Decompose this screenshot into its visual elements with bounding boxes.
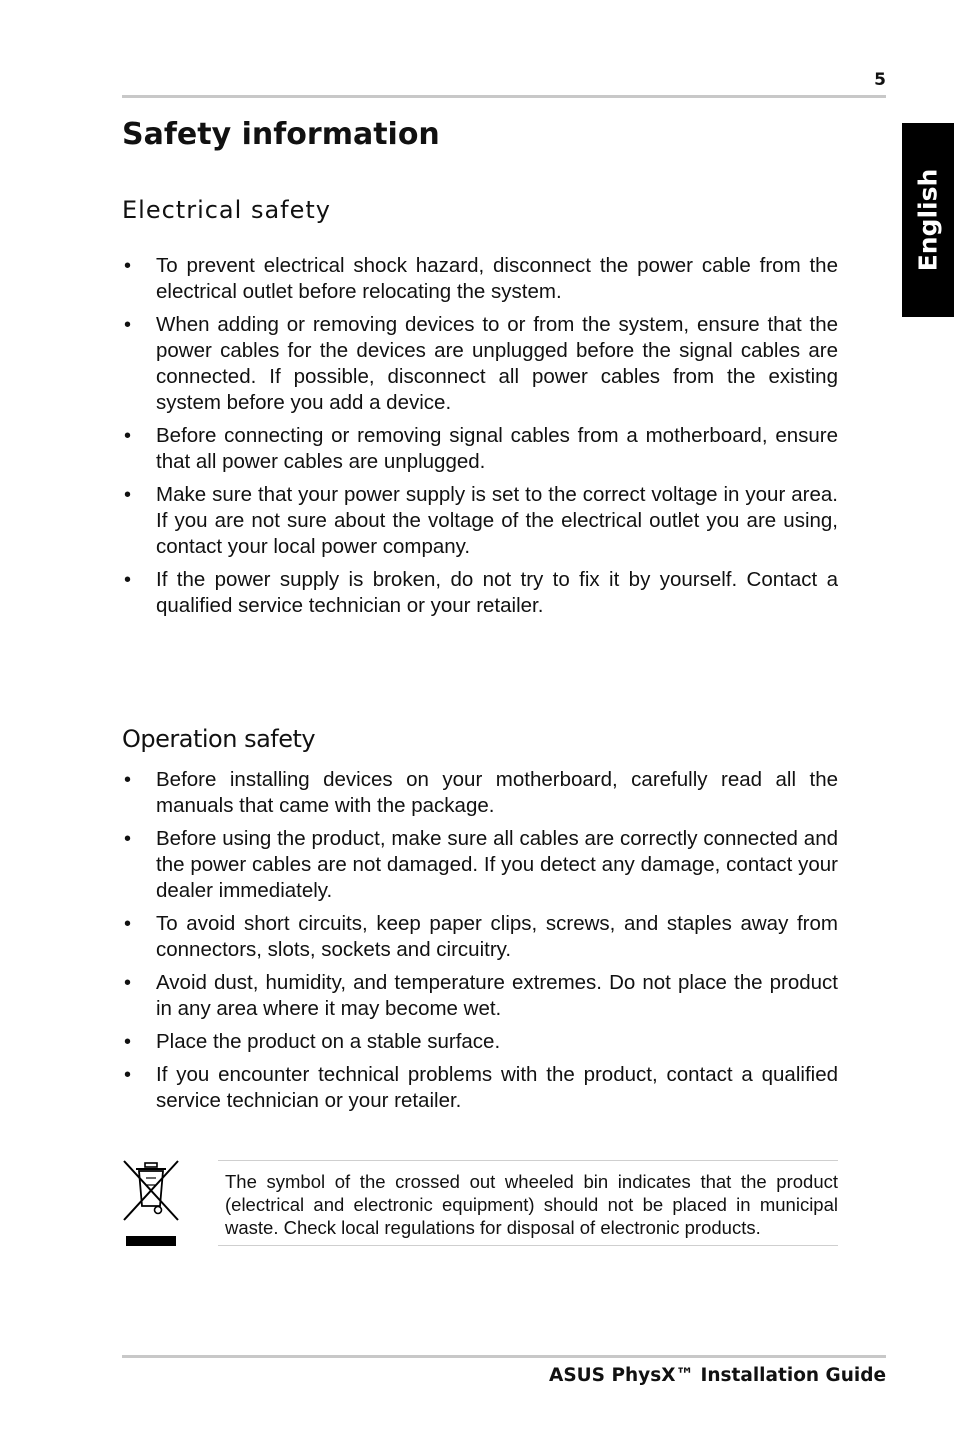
header-rule [122, 95, 886, 98]
list-item: • If you encounter technical problems with the product, contact a qualified service technician or your retailer. [122, 1062, 838, 1114]
footer-title: ASUS PhysX™ Installation Guide [549, 1365, 886, 1386]
language-tab-label: English [913, 168, 943, 272]
list-item: • Make sure that your power supply is set to the correct voltage in your area. If you are not sure about the voltage of the electrical outlet you are using, contact your local power company. [122, 482, 838, 560]
operation-safety-list [122, 767, 838, 1121]
language-tab [902, 123, 954, 317]
list-item: • Avoid dust, humidity, and temperature extremes. Do not place the product in any area where it may become wet. [122, 970, 838, 1022]
list-item: • If the power supply is broken, do not try to fix it by yourself. Contact a qualified service technician or your retailer. [122, 567, 838, 619]
list-item: • Before using the product, make sure all cables are correctly connected and the power cables are not damaged. If you detect any damage, contact your dealer immediately. [122, 826, 838, 904]
electrical-safety-list [122, 253, 838, 626]
list-item: • Before connecting or removing signal cables from a motherboard, ensure that all power cables are unplugged. [122, 423, 838, 475]
electrical-safety-heading: Electrical safety [122, 196, 331, 224]
crossed-out-wheeled-bin-icon [122, 1158, 180, 1248]
page-title: Safety information [122, 117, 440, 152]
list-item: • To prevent electrical shock hazard, disconnect the power cable from the electrical outlet before relocating the system. [122, 253, 838, 305]
list-item: • When adding or removing devices to or from the system, ensure that the power cables for the devices are unplugged before the signal cables are connected. If possible, disconnect all power cables from the existing system before you add a device. [122, 312, 838, 416]
operation-safety-heading: Operation safety [122, 725, 316, 753]
footer-rule [122, 1355, 886, 1358]
list-item: • Before installing devices on your motherboard, carefully read all the manuals that came with the package. [122, 767, 838, 819]
page-number: 5 [874, 70, 886, 90]
weee-note-text: The symbol of the crossed out wheeled bin indicates that the product (electrical and electronic equipment) should not be placed in municipal waste. Check local regulations for disposal of electronic products. [225, 1171, 838, 1238]
list-item: • Place the product on a stable surface. [122, 1029, 838, 1055]
weee-note [218, 1160, 838, 1246]
list-item: • To avoid short circuits, keep paper clips, screws, and staples away from connectors, slots, sockets and circuitry. [122, 911, 838, 963]
